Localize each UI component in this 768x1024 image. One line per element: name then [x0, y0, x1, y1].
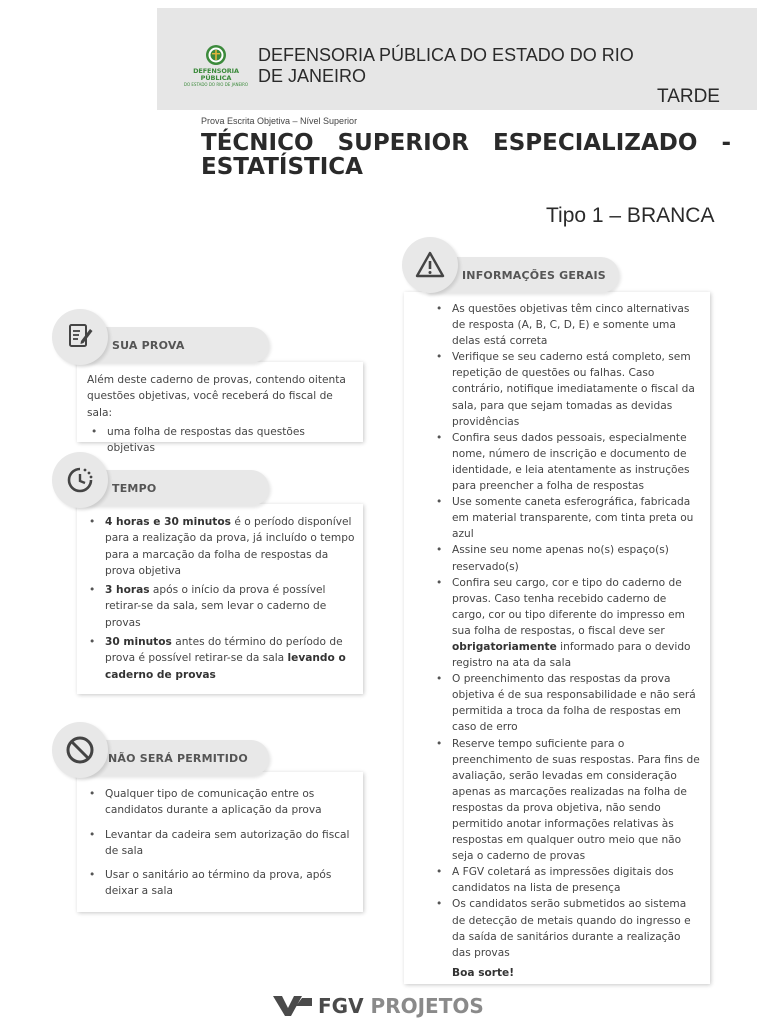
- job-title: TÉCNICO SUPERIOR ESPECIALIZADO - ESTATÍSTICA: [201, 130, 731, 180]
- list-item: • O preenchimento das respostas da prova objetiva é de sua responsabilidade e não será permitida a troca da folha de respostas em caso de erro: [432, 671, 700, 735]
- exam-shift: TARDE: [657, 86, 720, 107]
- nao-permitido-title: NÃO SERÁ PERMITIDO: [108, 752, 248, 765]
- exam-subtitle: Prova Escrita Objetiva – Nível Superior: [201, 116, 358, 126]
- tempo-icon-badge: [52, 452, 108, 508]
- sua-prova-icon-badge: [52, 309, 108, 365]
- info-gerais-box: [404, 292, 710, 984]
- list-item: • A FGV coletará as impressões digitais dos candidatos na lista de presença: [432, 864, 700, 896]
- defensoria-emblem-icon: [205, 44, 227, 66]
- warning-icon: [414, 249, 446, 281]
- list-item: • 3 horas após o início da prova é possível retirar-se da sala, sem levar o caderno de provas: [85, 582, 355, 631]
- sua-prova-box: [77, 362, 363, 455]
- sua-prova-list: [87, 424, 353, 457]
- list-item: • As questões objetivas têm cinco alternativas de resposta (A, B, C, D, E) e somente uma delas está correta: [432, 301, 700, 349]
- nao-permitido-icon-badge: [52, 722, 108, 778]
- info-gerais-list: [432, 301, 700, 961]
- list-item: • Confira seus dados pessoais, especialmente nome, número de inscrição e documento de identidade, e leia atentamente as instruções para preencher a folha de respostas: [432, 430, 700, 494]
- list-item: • uma folha de respostas das questões objetivas: [87, 424, 353, 457]
- sua-prova-title: SUA PROVA: [112, 339, 185, 352]
- logo-sub: DO ESTADO DO RIO DE JANEIRO: [183, 82, 249, 87]
- list-item: • Reserve tempo suficiente para o preenchimento de suas respostas. Para fins de avaliação, serão levadas em consideração apenas as marcações realizadas na folha de respostas da prova objetiva, não sendo permitido anotar informações relativas às respostas em qualquer outro meio que não seja o caderno de provas: [432, 736, 700, 865]
- list-item: • 30 minutos antes do término do período de prova é possível retirar-se da sala levando o caderno de provas: [85, 634, 355, 683]
- nao-permitido-box: [77, 772, 363, 912]
- fgv-logo-icon: [272, 994, 314, 1018]
- nao-permitido-list: [85, 786, 355, 900]
- info-gerais-icon-badge: [402, 237, 458, 293]
- info-gerais-title: INFORMAÇÕES GERAIS: [462, 269, 606, 282]
- list-item: • Verifique se seu caderno está completo, sem repetição de questões ou falhas. Caso contrário, notifique imediatamente o fiscal da sala, para que sejam tomadas as devidas providências: [432, 349, 700, 429]
- edit-document-icon: [64, 321, 96, 353]
- sua-prova-intro: Além deste caderno de provas, contendo oitenta questões objetivas, você receberá do fiscal de sala:: [87, 374, 346, 419]
- prohibited-icon: [64, 734, 96, 766]
- closing-message: Boa sorte!: [452, 967, 515, 979]
- footer-brand: [272, 994, 512, 1020]
- organization-name: DEFENSORIA PÚBLICA DO ESTADO DO RIO DE JANEIRO: [258, 45, 634, 86]
- booklet-type: Tipo 1 – BRANCA: [546, 204, 715, 227]
- list-item: • Assine seu nome apenas no(s) espaço(s) reservado(s): [432, 542, 700, 574]
- list-item: • Use somente caneta esferográfica, fabricada em material transparente, com tinta preta ou azul: [432, 494, 700, 542]
- list-item: • Levantar da cadeira sem autorização do fiscal de sala: [85, 827, 355, 860]
- list-item: • Os candidatos serão submetidos ao sistema de detecção de metais quando do ingresso e da saída de sanitários durante a realização das provas: [432, 896, 700, 960]
- tempo-title: TEMPO: [112, 482, 157, 495]
- footer-brand-text: [318, 994, 484, 1018]
- list-item: • Qualquer tipo de comunicação entre os candidatos durante a aplicação da prova: [85, 786, 355, 819]
- brand-fgv: FGV: [318, 994, 364, 1018]
- clock-icon: [64, 464, 96, 496]
- list-item: • Confira seu cargo, cor e tipo do caderno de provas. Caso tenha recebido caderno de cargo, cor ou tipo diferente do impresso em sua folha de respostas, o fiscal deve ser obrigatoriamente informado para o devido registro na ata da sala: [432, 575, 700, 672]
- list-item: • Usar o sanitário ao término da prova, após deixar a sala: [85, 867, 355, 900]
- list-item: • 4 horas e 30 minutos é o período disponível para a realização da prova, já incluído o tempo para a marcação da folha de respostas da prova objetiva: [85, 514, 355, 579]
- logo-name: DEFENSORIA PÚBLICA: [193, 67, 239, 82]
- defensoria-logo: [177, 44, 255, 87]
- tempo-list: [85, 514, 355, 683]
- tempo-box: [77, 504, 363, 694]
- brand-projetos: PROJETOS: [370, 994, 484, 1018]
